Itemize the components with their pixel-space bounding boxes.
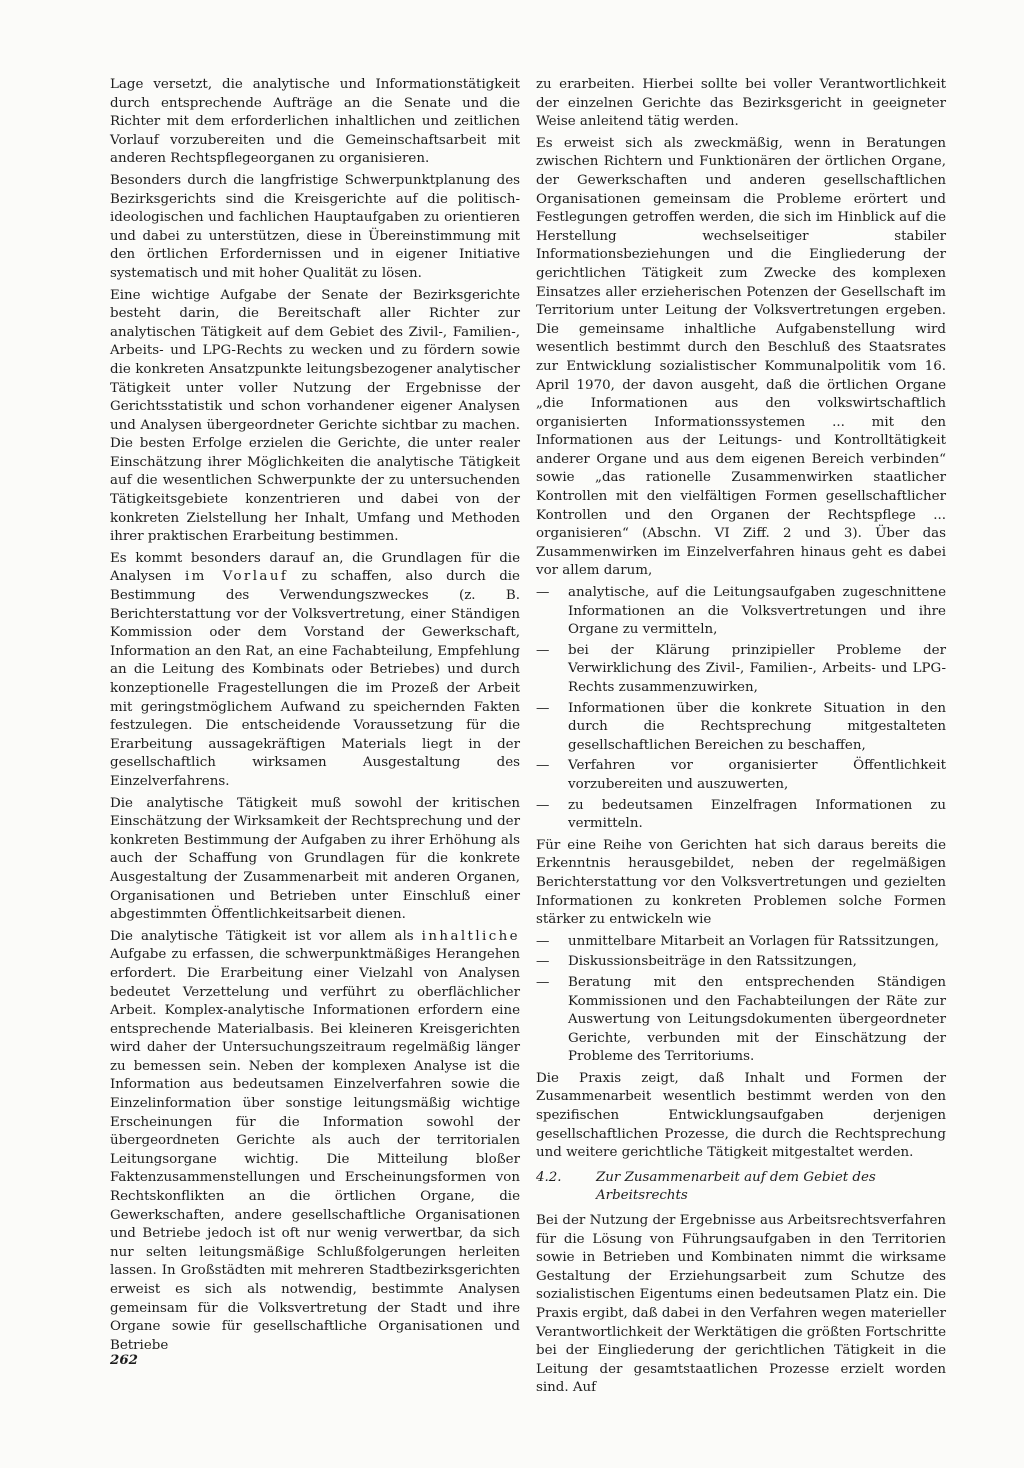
paragraph: Die Praxis zeigt, daß Inhalt und Formen der Zusammenarbeit wesentlich bestimmt werden von den spezifischen Entwicklungsaufgaben derjenigen gesellschaftlichen Prozesse, die durch die Rechtsprechung und weitere gerichtliche Tätigkeit mitgestaltet werden. [536, 1070, 946, 1161]
right-column [536, 76, 946, 1401]
list-item: — Informationen über die konkrete Situation in den durch die Rechtsprechung mitgestalteten gesellschaftlichen Bereichen zu beschaffen, [536, 700, 946, 756]
list-item: — zu bedeutsamen Einzelfragen Informationen zu vermitteln. [536, 797, 946, 834]
paragraph [110, 550, 520, 792]
paragraph: Lage versetzt, die analytische und Informationstätigkeit durch entsprechende Aufträge an die Senate und die Richter mit dem erforderlichen inhaltlichen und zeitlichen Vorlauf vorzubereiten und die Gemeinschaftsarbeit mit anderen Rechtspflegeorganen zu organisieren. [110, 77, 520, 167]
paragraph: Bei der Nutzung der Ergebnisse aus Arbeitsrechtsverfahren für die Lösung von Führungsaufgaben in den Territorien sowie in Betrieben und Kombinaten nimmt die wirksame Gestaltung der Erziehungsarbeit zum Schutze des sozialistischen Eigentums einen bedeutsamen Platz ein. Die Praxis ergibt, daß dabei in den Verfahren wegen materieller Verantwortlichkeit der Werktätigen die größten Fortschritte bei der Eingliederung der gerichtlichen Tätigkeit in die Leitung der gesamtstaatlichen Prozesse erzielt worden sind. Auf [536, 1213, 946, 1396]
list-item: — Beratung mit den entsprechenden Ständigen Kommissionen und den Fachabteilungen der Räte zur Auswertung von Leitungsdokumenten übergeordneter Gerichte, verbunden mit der Einschätzung der Probleme des Territoriums. [536, 974, 946, 1067]
list-item: — bei der Klärung prinzipieller Probleme der Verwirklichung des Zivil-, Familien-, Arbeits- und LPG-Rechts zusammenzuwirken, [536, 642, 946, 698]
dash-list [536, 584, 946, 834]
paragraph: Die analytische Tätigkeit muß sowohl der kritischen Einschätzung der Wirksamkeit der Rechtsprechung und der konkreten Bestimmung der Aufgaben zu ihrer Erhöhung als auch der Schaffung von Grundlagen für die konkrete Ausgestaltung der Zusammenarbeit mit anderen Organen, Organisationen und Betrieben unter Einschluß einer abgestimmten Öffentlichkeitsarbeit dienen. [110, 795, 520, 923]
list-item: — unmittelbare Mitarbeit an Vorlagen für Ratssitzungen, [536, 933, 946, 952]
paragraph: Für eine Reihe von Gerichten hat sich daraus bereits die Erkenntnis herausgebildet, neben der regelmäßigen Berichterstattung vor den Volksvertretungen und gezielten Informationen zu konkreten Problemen solche Formen stärker zu entwickeln wie [536, 837, 946, 928]
section-title: Zur Zusammenarbeit auf dem Gebiet des Arbeitsrechts [596, 1169, 876, 1204]
paragraph: zu erarbeiten. Hierbei sollte bei voller Verantwortlichkeit der einzelnen Gerichte das Bezirksgericht in geeigneter Weise anleitend tätig werden. [536, 77, 946, 130]
dash-list [536, 933, 946, 1067]
text-run: Es kommt besonders darauf an, die Grundlagen für die Analysen [110, 550, 520, 585]
list-item: — analytische, auf die Leitungsaufgaben zugeschnittene Informationen an die Volksvertretungen und ihre Organe zu vermitteln, [536, 584, 946, 640]
text-run: zu schaffen, also durch die Bestimmung des Verwendungszweckes (z. B. Berichterstattung vor der Volksvertretung, einer Ständigen Kommission oder dem Vorstand der Gewerkschaft, Information an den Rat, an eine Fachabteilung, Empfehlung an die Leitung des Kombinats oder Betriebes) und durch konzeptionelle Fragestellungen die im Prozeß der Arbeit mit geringstmöglichem Aufwand zu speichernden Fakten festzulegen. Die entscheidende Voraussetzung für die Erarbeitung aussagekräftigen Materials liegt in der gesellschaftlich wirksamen Ausgestaltung des Einzelverfahrens. [110, 569, 520, 789]
list-item: — Verfahren vor organisierter Öffentlichkeit vorzubereiten und auszuwerten, [536, 757, 946, 794]
paragraph: Es erweist sich als zweckmäßig, wenn in Beratungen zwischen Richtern und Funktionären der örtlichen Organe, der Gewerkschaften und anderen gesellschaftlichen Organisationen gemeinsam die Probleme erörtert und Festlegungen getroffen werden, die sich im Hinblick auf die Herstellung wechselseitiger stabiler Informationsbeziehungen und die Eingliederung der gerichtlichen Tätigkeit zum Zwecke des komplexen Einsatzes aller erzieherischen Potenzen der Gesellschaft im Territorium unter Leitung der Volksvertretungen ergeben. Die gemeinsame inhaltliche Aufgabenstellung wird wesentlich bestimmt durch den Beschluß des Staatsrates zur Entwicklung sozialistischer Kommunalpolitik vom 16. April 1970, der davon ausgeht, daß die örtlichen Organe „die Informationen aus den volkswirtschaftlich organisierten Informationssystemen ... mit den Informationen aus der Leitungs- und Kontrolltätigkeit anderer Organe und aus dem eigenen Bereich verbinden“ sowie „das rationelle Zusammenwirken staatlicher Kontrollen mit den vielfältigen Formen gesellschaftlicher Kontrollen und den Organen der Rechtspflege ... organisieren“ (Abschn. VI Ziff. 2 und 3). Über das Zusammenwirken im Einzelverfahren hinaus geht es dabei vor allem darum, [536, 135, 946, 579]
spaced-emphasis: im Vorlauf [184, 569, 289, 585]
spaced-emphasis: inhaltliche [421, 928, 520, 944]
paragraph: Besonders durch die langfristige Schwerpunktplanung des Bezirksgerichts sind die Kreisgerichte auf die politisch-ideologischen und fachlichen Hauptaufgaben zu orientieren und dabei zu unterstützen, diese in Übereinstimmung mit den örtlichen Erfordernissen und in eigener Initiative systematisch und mit hoher Qualität zu lösen. [110, 172, 520, 281]
paragraph [110, 928, 520, 1356]
section-heading [536, 1169, 946, 1206]
page-number: 262 [110, 1352, 138, 1368]
text-run: Die analytische Tätigkeit ist vor allem als [110, 928, 422, 944]
list-item: — Diskussionsbeiträge in den Ratssitzungen, [536, 953, 946, 972]
paragraph: Eine wichtige Aufgabe der Senate der Bezirksgerichte besteht darin, die Bereitschaft aller Richter zur analytischen Tätigkeit auf dem Gebiet des Zivil-, Familien-, Arbeits- und LPG-Rechts zu wecken und zu fördern sowie die konkreten Ansatzpunkte leitungsbezogener analytischer Tätigkeit unter voller Nutzung der Ergebnisse der Gerichtsstatistik und schon vorhandener eigener Analysen und Analysen übergeordneter Gerichte sichtbar zu machen. Die besten Erfolge erzielen die Gerichte, die unter realer Einschätzung ihrer Möglichkeiten die analytische Tätigkeit auf die wesentlichen Schwerpunkte der zu untersuchenden Tätigkeitsgebiete konzentrieren und dabei von der konkreten Zielstellung her Inhalt, Umfang und Methoden ihrer praktischen Erarbeitung bestimmen. [110, 287, 520, 545]
left-column [110, 76, 520, 1358]
text-run: Aufgabe zu erfassen, die schwerpunktmäßiges Herangehen erfordert. Die Erarbeitung einer Vielzahl von Analysen bedeutet Verzettelung und verführt zu oberflächlicher Arbeit. Komplex-analytische Informationen erfordern eine entsprechende Materialbasis. Bei kleineren Kreisgerichten wird daher der Untersuchungszeitraum regelmäßig länger zu bemessen sein. Neben der komplexen Analyse ist die Information aus bedeutsamen Einzelverfahren sowie die Einzelinformation über sonstige leitungsmäßig wichtige Erscheinungen für die Information sowohl der übergeordneten Gerichte als auch der territorialen Leitungsorgane wichtig. Die Mitteilung bloßer Faktenzusammenstellungen und Erscheinungsformen von Rechtskonflikten an die örtlichen Organe, die Gewerkschaften, andere gesellschaftliche Organisationen und Betriebe jedoch ist oft nur wenig verwertbar, da sich nur selten leitungsmäßige Schlußfolgerungen herleiten lassen. In Großstädten mit mehreren Stadtbezirksgerichten erweist es sich als notwendig, bestimmte Analysen gemeinsam für die Volksvertretung der Stadt und ihre Organe sowie für gesellschaftliche Organisationen und Betriebe [110, 947, 520, 1353]
section-number: 4.2. [536, 1169, 562, 1185]
